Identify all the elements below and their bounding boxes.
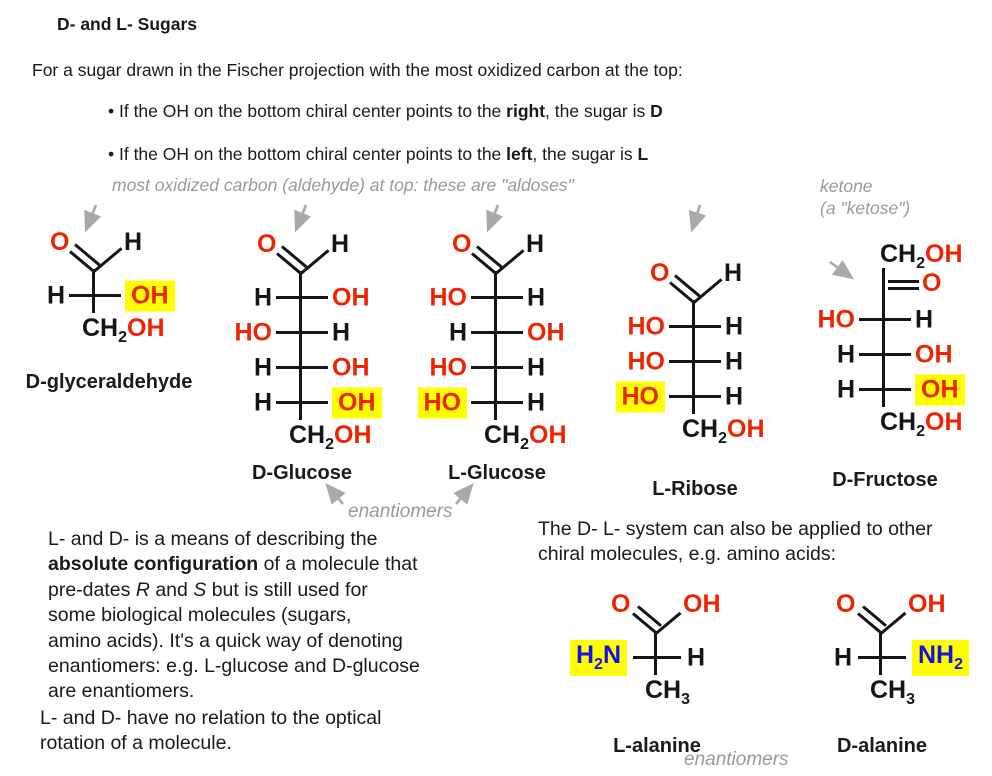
hydroxyl-label: OH [683, 590, 721, 618]
right-substituent-label: H [527, 388, 546, 416]
bond-line [669, 360, 721, 363]
hydrogen-atom-label: H [526, 230, 545, 258]
optical-rotation-note: L- and D- have no relation to the optical rotation of a molecule. [40, 707, 382, 755]
right-substituent-label: OH [332, 283, 370, 311]
left-substituent-label: H [253, 388, 272, 416]
molecule-name-label: D-alanine [836, 734, 928, 757]
right-substituent-label: OH [915, 340, 953, 368]
bond-line [882, 268, 885, 302]
fischer-row [227, 280, 377, 315]
hydrogen-atom-label: H [331, 230, 350, 258]
right-substituent-label: OH [527, 318, 565, 346]
bond-line [693, 278, 723, 303]
bottom-chain-label: $CH_2OH$ [880, 408, 963, 440]
enantiomers-label-top: enantiomers [348, 501, 453, 522]
left-substituent-label: H [833, 643, 852, 671]
left-substituent-label: HO [418, 387, 468, 418]
fischer-row [620, 379, 770, 414]
molecule-d-glucose [227, 224, 377, 485]
fischer-row [812, 640, 964, 675]
left-substituent-label: HO [429, 283, 467, 311]
left-substituent-label: H [253, 283, 272, 311]
bond-line [299, 271, 302, 280]
bond-line [654, 631, 657, 640]
bond-line [69, 294, 121, 297]
gray-arrow-down-icon [478, 202, 508, 240]
bond-line [692, 300, 695, 309]
fischer-row [227, 350, 377, 385]
bond-line [276, 401, 328, 404]
molecule-l-glucose [422, 224, 572, 485]
bond-line [669, 395, 721, 398]
gray-arrow-down-icon [682, 202, 712, 240]
absolute-configuration-paragraph: L- and D- is a means of describing the absolute configuration of a molecule that pre-dates R and S but is still used for some biological molecules (sugars, amino acids). It's a quick way of denoting enantiomers: e.g. L-glucose and D-glucose are enantiomers. [48, 528, 420, 703]
right-substituent-label: H [725, 382, 744, 410]
rule-bullet-d: • If the OH on the bottom chiral center points to the right, the sugar is D [108, 101, 663, 121]
left-substituent-label: HO [429, 353, 467, 381]
bond-line [859, 353, 911, 356]
gray-arrow-up-right-icon [452, 477, 482, 509]
fischer-row [620, 344, 770, 379]
bond-line [471, 296, 523, 299]
molecule-name-label: D-Glucose [251, 461, 353, 484]
rule-bullet-l: • If the OH on the bottom chiral center points to the left, the sugar is L [108, 144, 649, 164]
bond-line [888, 287, 919, 290]
ketose-annotation-line1: ketone [820, 176, 873, 196]
right-substituent-label: H [915, 305, 934, 333]
hydroxyl-label: OH [908, 590, 946, 618]
left-substituent-label: H [448, 318, 467, 346]
hydrogen-atom-label: H [124, 228, 143, 256]
fischer-row [227, 315, 377, 350]
fischer-row [810, 372, 960, 407]
ketose-annotation-line2: (a "ketose") [820, 198, 911, 218]
molecule-l-ribose [620, 253, 770, 501]
gray-arrow-down-icon [76, 202, 106, 240]
right-substituent-label: $NH_2$ [912, 640, 969, 676]
bond-line [862, 605, 887, 627]
fischer-row [620, 309, 770, 344]
bond-line [74, 243, 100, 266]
oxygen-atom-label: O [452, 230, 472, 258]
left-substituent-label: H [836, 375, 855, 403]
bond-line [276, 366, 328, 369]
bond-line [674, 274, 700, 297]
right-substituent-label: OH [332, 353, 370, 381]
right-substituent-label: H [527, 283, 546, 311]
right-substituent-label: H [725, 312, 744, 340]
enantiomers-label-bottom: enantiomers [684, 749, 789, 770]
gray-arrow-down-icon [286, 202, 316, 240]
bond-line [92, 269, 95, 278]
right-substituent-label: OH [915, 374, 965, 405]
bond-line [879, 631, 882, 640]
right-substituent-label: OH [332, 387, 382, 418]
molecule-name-label: L-Ribose [652, 477, 738, 500]
bottom-chain-label: $CH_2OH$ [289, 421, 372, 453]
bottom-chain-label: $CH_2OH$ [484, 421, 567, 453]
carboxyl-group [587, 588, 727, 640]
bond-line [476, 245, 502, 268]
molecule-l-alanine [575, 588, 727, 758]
oxygen-atom-label: O [836, 590, 856, 618]
left-substituent-label: HO [234, 318, 272, 346]
fischer-row [810, 337, 960, 372]
bottom-chain-label: $CH_2OH$ [682, 415, 765, 447]
molecule-name-label: L-Glucose [448, 461, 546, 484]
bond-line [300, 249, 330, 274]
right-substituent-label: OH [125, 280, 175, 311]
aldehyde-group [620, 253, 770, 309]
bond-line [494, 271, 497, 280]
bond-line [93, 247, 123, 272]
fischer-row [810, 302, 960, 337]
bond-line [669, 325, 721, 328]
fischer-row [422, 315, 572, 350]
oxygen-atom-label: O [50, 228, 70, 256]
left-substituent-label: H [46, 281, 65, 309]
bond-line [276, 331, 328, 334]
bond-line [281, 245, 307, 268]
bond-line [471, 366, 523, 369]
bond-line [495, 249, 525, 274]
left-substituent-label: HO [817, 305, 855, 333]
bond-line [859, 318, 911, 321]
bond-line [888, 280, 919, 283]
left-substituent-label: H [836, 340, 855, 368]
left-substituent-label: $H_2N$ [570, 640, 627, 676]
left-substituent-label: H [253, 353, 272, 381]
left-substituent-label: HO [616, 381, 666, 412]
molecule-d-glyceraldehyde [20, 222, 193, 394]
amino-acids-paragraph: The D- L- system can also be applied to other chiral molecules, e.g. amino acids: [538, 518, 933, 566]
bond-line [471, 401, 523, 404]
gray-arrow-diagonal-icon [826, 258, 866, 290]
right-substituent-label: H [332, 318, 351, 346]
bond-line [276, 296, 328, 299]
aldoses-annotation: most oxidized carbon (aldehyde) at top: these are "aldoses" [112, 175, 574, 195]
left-substituent-label: HO [627, 312, 665, 340]
oxygen-atom-label: O [611, 590, 631, 618]
page-title: D- and L- Sugars [57, 14, 198, 34]
bond-line [858, 656, 906, 659]
fischer-row [227, 385, 377, 420]
molecule-name-label: D-Fructose [832, 468, 938, 491]
bond-line [633, 656, 681, 659]
fischer-row [422, 350, 572, 385]
right-substituent-label: H [527, 353, 546, 381]
bottom-chain-label: $CH_3$ [870, 676, 916, 708]
bottom-chain-label: $CH_2OH$ [82, 314, 165, 346]
oxygen-atom-label: O [257, 230, 277, 258]
hydrogen-atom-label: H [724, 259, 743, 287]
fischer-row [20, 278, 170, 313]
bond-line [859, 388, 911, 391]
molecule-d-alanine [812, 588, 964, 758]
oxygen-atom-label: O [650, 259, 670, 287]
top-chain-label: $CH_2OH$ [880, 240, 963, 272]
bond-line [637, 605, 662, 627]
gray-arrow-up-left-icon [318, 477, 348, 509]
molecule-name-label: D-glyceraldehyde [25, 370, 193, 393]
right-substituent-label: H [725, 347, 744, 375]
bottom-chain-label: $CH_3$ [645, 676, 691, 708]
intro-text: For a sugar drawn in the Fischer projection with the most oxidized carbon at the top: [32, 60, 683, 80]
carboxyl-group [812, 588, 952, 640]
molecule-name-label: L-alanine [613, 734, 701, 757]
oxygen-atom-label: O [922, 269, 942, 297]
left-substituent-label: HO [627, 347, 665, 375]
fischer-row [575, 640, 727, 675]
fischer-row [422, 385, 572, 420]
fischer-row [422, 280, 572, 315]
bond-line [471, 331, 523, 334]
right-substituent-label: H [687, 643, 706, 671]
